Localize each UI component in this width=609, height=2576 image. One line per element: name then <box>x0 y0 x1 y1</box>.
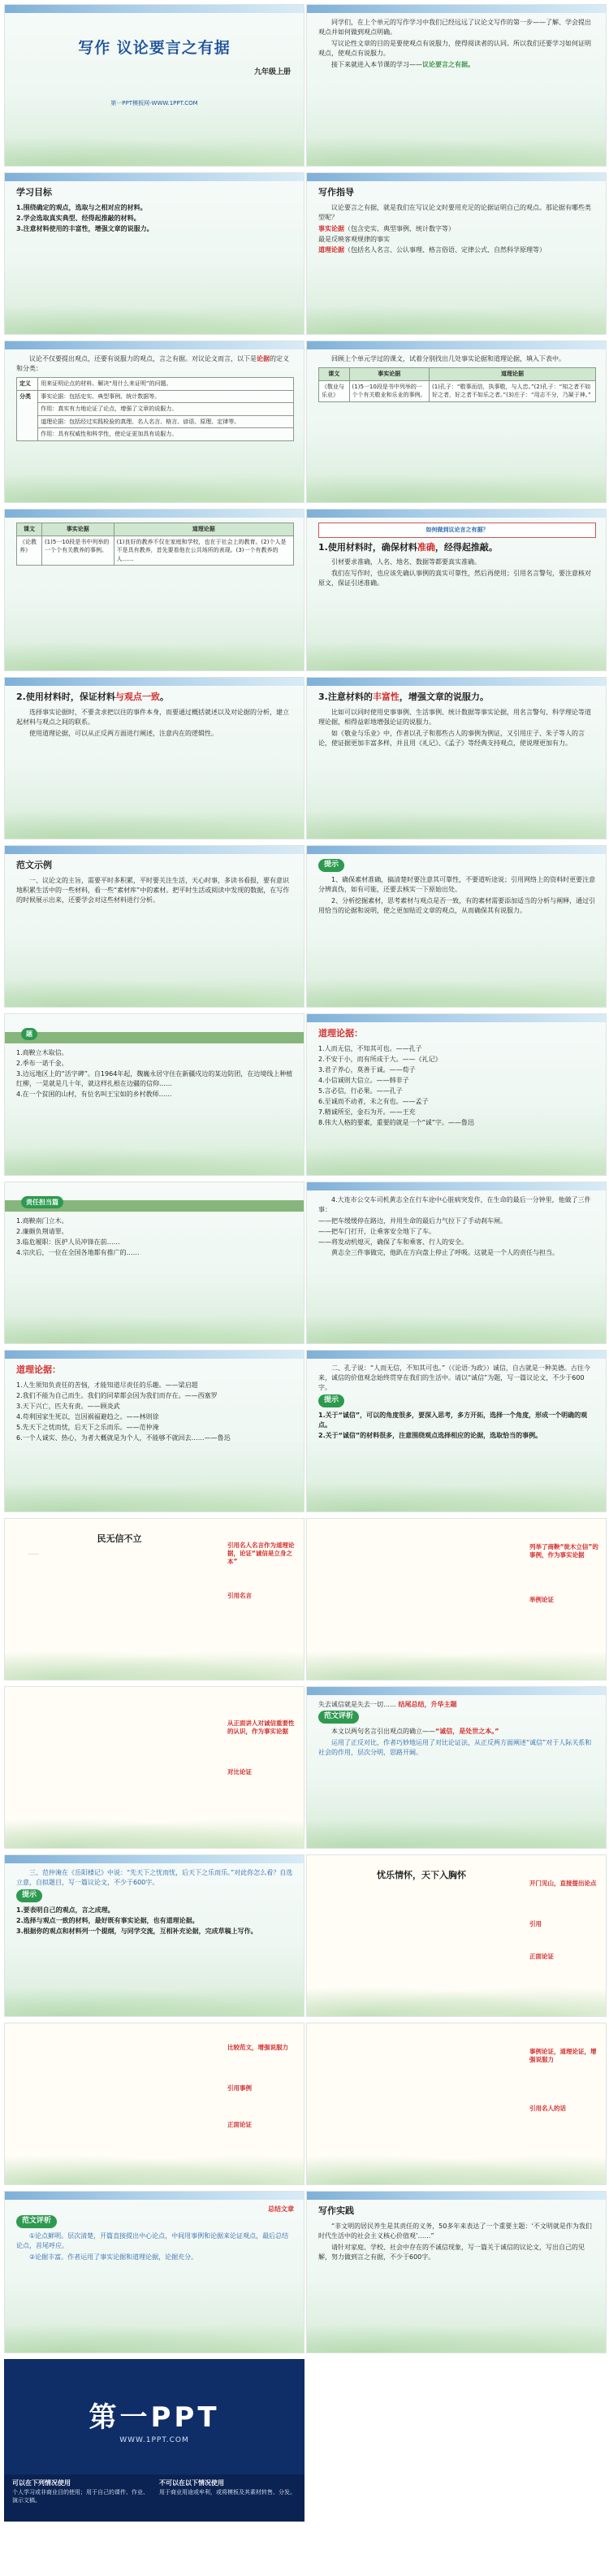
slide-article-6 <box>306 2023 607 2185</box>
table-cell: 作用：具有权威性和科学性，使论证更加具有说服力。 <box>38 428 294 441</box>
section-heading: 道理论据： <box>318 1028 363 1039</box>
annotation-note: 对比论证 <box>227 1768 252 1776</box>
story-line: ——把车缓缓停在路边，并用生命的最后力气拉下了手动刹车闸。 <box>318 1217 507 1225</box>
tip-line: 3.根据你的观点和材料列一个提纲，与同学交流，互相补充论据，完成草稿上写作。 <box>16 1927 257 1935</box>
slide-header-bar <box>5 510 304 518</box>
slide-article-1 <box>4 1518 304 1680</box>
material-item: 3.边远地区上的“活字碑”。自1964年起，魏巍永居守住在新疆戍边的某边防团，在边境线上种植红柳，一晃就是几十年，就这样扎根在边疆的信仰…… <box>16 1070 293 1087</box>
review-pill: 范文评析 <box>318 1711 359 1724</box>
slide-header-bar <box>307 678 606 686</box>
material-item: 3.临危履职：医护人员冲锋在前…… <box>16 1238 120 1246</box>
grade-label: 九年级上册 <box>253 68 291 76</box>
section-heading: 道理论据： <box>16 1364 61 1375</box>
slide-quotes-1 <box>306 1013 607 1176</box>
goal-item: 1.围绕确定的观点，选取与之相对应的材料。 <box>16 203 147 211</box>
category-label: 责任担当篇 <box>21 1196 63 1208</box>
quote-item: 1.人生须知负责任的苦恼，才能知道尽责任的乐趣。——梁启超 <box>16 1381 198 1389</box>
slide-header-bar <box>307 1182 606 1190</box>
annotation-note: 从正面讲人对诚信重要性的认识，作为事实论据 <box>227 1720 295 1736</box>
annotation-note: 举例论证 <box>529 1596 554 1603</box>
table-cell: (1)良好的教养不仅在家庭和学校，也在于社会上的教育。(2)个人是不是具有教养，首先要看他在公共场所的表现。(3)一个有教养的人…… <box>114 536 293 566</box>
quote-item: 1.人而无信，不知其可也。——孔子 <box>318 1044 422 1052</box>
slide-header-bar <box>307 1687 606 1695</box>
credit-line: 第一PPT模板网-WWW.1PPT.COM <box>110 100 198 106</box>
usage-allowed: 可以在下列情况使用 个人学习或非商业目的使用；用于自己的课件、作业、演示文稿。 <box>12 2479 149 2504</box>
slide-header-bar <box>5 1855 304 1863</box>
annotation-note: 开门见山，直接提出论点 <box>529 1880 597 1887</box>
slide-method-2 <box>4 677 304 839</box>
intro-paragraph: 写议论性文章的目的是要使观点有说服力，使得阅读者的认同。所以我们还要学习如何证明观点，使观点有说服力。 <box>318 40 591 57</box>
table-cell: (1)5一10段是书中列举的一个个有关敬业和乐业的事例。 <box>349 380 429 401</box>
method-paragraph: 比如可以同时使用史事事例、生活事例、统计数据等事实论据，用名言警句、科学理论等道理论据，相得益彰地增强论证的说服力。 <box>318 708 591 726</box>
quote-item: 3.君子养心，莫善于诚。——荀子 <box>318 1065 416 1073</box>
quote-item: 3.天下兴亡，匹夫有责。——顾炎武 <box>16 1402 120 1410</box>
story-line: ——将发动机熄灭，确保了车和乘客、行人的安全。 <box>318 1238 468 1246</box>
review-table <box>16 523 294 566</box>
table-header: 事实论据 <box>349 368 429 381</box>
annotation-note: 事例论证，道理论证，增强说服力 <box>529 2048 597 2064</box>
material-item: 1.商鞅南门立木。 <box>16 1217 68 1225</box>
slide-header-bar <box>5 1351 304 1359</box>
review-paragraph: ①论点鲜明。层次清楚，开篇直接提出中心论点，中间用事例和论据来论证观点，最后总结论点，首尾呼应。 <box>16 2231 289 2249</box>
slide-header-bar <box>5 2192 304 2200</box>
slide-tips-1 <box>306 845 607 1008</box>
material-item: 1.商鞅立木取信。 <box>16 1049 68 1056</box>
method-paragraph: 如《敬业与乐业》中，作者以孔子和那些古人的事例为例证，又引用庄子、朱子等人的言论，使证据更加丰富多样，并且用《礼记》、《孟子》等经典支持观点，使说理更加有力。 <box>318 729 585 747</box>
goal-item: 3.注意材料使用的丰富性，增强文章的说服力。 <box>16 224 153 232</box>
story-paragraph: 4.大连市公交车司机黄志全在行车途中心脏病突发作，在生命的最后一分钟里，他做了三件事： <box>318 1196 591 1213</box>
example-prompt: 三、范仲淹在《岳阳楼记》中说：“先天下之忧而忧，后天下之乐而乐。”对此你怎么看？自选立意，自拟题目，写一篇议论文，不少于600字。 <box>16 1869 293 1886</box>
slide-header-bar <box>307 1351 606 1359</box>
table-row <box>17 428 294 441</box>
review-paragraph: ②论据丰富。作者运用了事实论据和道理论据，论据充分。 <box>29 2253 198 2261</box>
slide-header-bar <box>307 510 606 518</box>
slide-review-2 <box>4 2191 304 2353</box>
table-cell: 《论教养》 <box>17 536 42 566</box>
slide-article-3 <box>4 1686 304 1849</box>
quote-item: 6.至诚而不动者，未之有也。——孟子 <box>318 1097 429 1105</box>
table-row <box>17 536 294 566</box>
material-item: 4.在一个贫困的山村，有位名叫王宝如的乡村教师…… <box>16 1091 172 1098</box>
category-label: 题 <box>21 1028 37 1040</box>
quote-item: 2.不安于小，而有所成于大。——《礼记》 <box>318 1055 442 1063</box>
slide-header-bar <box>5 678 304 686</box>
slide-example-3 <box>4 1854 304 2017</box>
material-item: 2.季布一诺千金。 <box>16 1060 68 1067</box>
example-prompt: 一、议论文的主旨，需要平时多积累，平时要关注生活，天心时事，多读书看报，要有意识地积累生活中的一些材料，看一些“素材库”中的素材。把平时生活或阅读中发现的数据，在写作的时候展示出来，还要学会对这些材料进行分析。 <box>16 876 290 904</box>
quote-item: 5.先天下之忧而忧，后天下之乐而乐。——范仲淹 <box>16 1423 159 1431</box>
slide-header-bar <box>307 5 606 13</box>
slide-header-bar <box>5 341 304 349</box>
tip-pill: 提示 <box>318 1394 344 1407</box>
method-heading: 1.使用材料时，确保材料准确，经得起推敲。 <box>318 541 498 553</box>
slide-header-bar <box>5 5 304 13</box>
quote-item: 4.小信诚则大信立。——韩非子 <box>318 1076 409 1084</box>
example-prompt: 二、孔子说：“人而无信，不知其可也。”（《论语·为政》）诚信，自古就是一种美德。古往今来，诚信的价值观念始终贯穿在我们的生活中。请以“诚信”为题，写一篇议论文，不少于600字。 <box>318 1364 590 1391</box>
slide-review-table-2 <box>4 509 304 671</box>
slide-practice <box>306 2191 607 2353</box>
method-paragraph: 我们在写作时，也应该先确认事例的真实可靠性，然后再使用；引用名言警句，要注意核对原文，保证引述准确。 <box>318 570 591 587</box>
story-paragraph: 黄志全三件事做完，他趴在方向盘上停止了呼吸。这就是一个人的责任与担当。 <box>331 1249 559 1256</box>
slide-material-1 <box>4 1013 304 1176</box>
tip-paragraph: 1、确保素材准确，搞清楚时要注意其可靠性，不要道听途说；引用网络上的资料时更要注意分辨真伪，如有可能，还要去核实一下原始出处。 <box>318 875 596 893</box>
annotation-note: 总结文章 <box>268 2205 294 2213</box>
quote-item: 6.一个人诚实、热心，为者大概就是为个人，不能够不就回去……——鲁迅 <box>16 1433 231 1442</box>
review-table <box>318 367 596 402</box>
quote-item: 4.苟利国家生死以，岂因祸福避趋之。——林则徐 <box>16 1412 159 1420</box>
tip-line: 1.关于“诚信”，可以的角度很多，要深入思考，多方开拓，选择一个角度，形成一个明确的观点。 <box>318 1411 588 1429</box>
method-paragraph: 使用道理论据，可以从正反两方面进行阐述，注意内在的逻辑性。 <box>29 729 218 737</box>
tip-pill: 提示 <box>318 859 344 872</box>
slide-guide <box>306 172 607 335</box>
question-box: 如何做到议论言之有据？ <box>318 523 596 538</box>
slide-material-2 <box>4 1182 304 1344</box>
slide-header-bar <box>307 173 606 181</box>
table-cell: 用来证明论点的材料。解决“用什么来证明”的问题。 <box>38 378 294 391</box>
table-cell: (1)孔子：“敬事而信，执事敬，与人忠。”(2)孔子：“知之者不如好之者，好之者不如乐之者。”(3)庄子：“用志不分，乃凝于神。” <box>430 380 596 401</box>
slide-credits <box>4 2359 304 2522</box>
section-heading: 学习目标 <box>16 187 52 197</box>
quote-item: 5.言必信，行必果。——孔子 <box>318 1086 403 1095</box>
method-heading: 3.注意材料的丰富性，增强文章的说服力。 <box>318 692 489 702</box>
slide-header-bar <box>307 1014 606 1022</box>
table-header-row <box>319 368 596 381</box>
table-cell: 事实论据：包括史实、典型事例、统计数据等。 <box>38 390 294 403</box>
intro-paragraph: 接下来就进入本节课的学习——议论要言之有据。 <box>331 61 474 68</box>
slide-review-table <box>306 340 607 503</box>
article-title: 民无信不立 <box>97 1533 142 1544</box>
slide-header-bar <box>307 341 606 349</box>
table-header: 课文 <box>17 523 42 536</box>
category-bar <box>5 1032 304 1043</box>
method-paragraph: 引材要求准确，人名、地名、数据等都要真实准确。 <box>331 558 481 566</box>
tip-line: 2.选择与观点一致的材料，最好既有事实论据，也有道理论据。 <box>16 1916 199 1924</box>
review-pill: 范文评析 <box>16 2215 57 2228</box>
table-cell: 道理论据：包括经过实践检验的真理、名人名言、格言、谚语、原理、定律等。 <box>38 415 294 428</box>
slide-header-bar <box>5 173 304 181</box>
table-cell: 《敬业与乐业》 <box>319 380 350 401</box>
brand-logo: 第一PPT WWW.1PPT.COM <box>89 2401 220 2444</box>
tip-paragraph: 2、分析挖掘素材，思考素材与观点是否一致，有的素材需要添加适当的分析与阐释，通过引用恰当的论据和说明，使之更加贴近文章的观点，从而确保其有说服力。 <box>318 896 596 914</box>
definition-table <box>16 377 294 441</box>
slide-title-text: 写作 议论要言之有据 <box>78 39 231 57</box>
tip-line: 2.关于“诚信”的材料很多，注意围绕观点选择相应的论据，选取恰当的事例。 <box>318 1431 542 1439</box>
slide-header-bar <box>307 2192 606 2200</box>
table-header-row <box>17 523 294 536</box>
annotation-note: 引用名言 <box>227 1592 252 1599</box>
article-text-placeholder: …… <box>28 1550 39 1557</box>
slide-article-2 <box>306 1518 607 1680</box>
category-bar <box>5 1200 304 1212</box>
section-heading: 范文示例 <box>16 860 52 870</box>
table-header: 道理论据 <box>114 523 293 536</box>
fact-evidence-line: 事实论据（包含史实、典型事例、统计数字等） <box>318 224 455 232</box>
table-row <box>17 415 294 428</box>
story-line: ——把车门打开，让乘客安全地下了车。 <box>318 1228 435 1235</box>
annotation-note: 引用名人名言作为道理论据，论证“诚信是立身之本” <box>227 1542 295 1566</box>
slide-example-1 <box>4 845 304 1008</box>
annotation-note: 引用事例 <box>227 2084 252 2092</box>
quote-item: 7.精诚所至，金石为开。——王充 <box>318 1108 416 1116</box>
definition-intro: 议论不仅要提出观点，还要有说服力的观点，言之有据。对议论文而言，以下是论据的定义和分类： <box>16 355 289 372</box>
table-cell: 定义 <box>17 378 38 391</box>
table-row <box>17 403 294 416</box>
table-row <box>17 378 294 391</box>
method-heading: 2.使用材料时，保证材料与观点一致。 <box>16 692 169 702</box>
review-intro: 回顾上个单元学过的课文，试着分别找出几处事实论据和道理论据，填入下表中。 <box>331 355 565 362</box>
slide-method-3 <box>306 677 607 839</box>
goal-item: 2.学会选取真实典型、经得起推敲的材料。 <box>16 214 140 222</box>
material-item: 4.宗庆后，一位在全国各地都有推广的…… <box>16 1249 140 1256</box>
slide-goals <box>4 172 304 335</box>
section-heading: 写作实践 <box>318 2205 354 2216</box>
tip-pill: 提示 <box>16 1889 42 1902</box>
slide-article-4 <box>306 1854 607 2017</box>
annotation-note: 列举了商鞅“徙木立信”的事例，作为事实论据 <box>529 1543 598 1559</box>
material-item: 2.廉颇负荆请罪。 <box>16 1228 68 1235</box>
slide-intro <box>306 4 607 167</box>
slide-method-1 <box>306 509 607 671</box>
annotation-note: 正面论证 <box>227 2121 252 2128</box>
slide-title <box>4 4 304 167</box>
article-ending: 失去诚信就是失去一切…… 结尾总结，升华主题 <box>318 1701 457 1708</box>
quote-item: 2.我们不能为自己而生。我们的同辈都会因为我们而存在。——西塞罗 <box>16 1391 218 1399</box>
table-cell: (1)5一10段是书中列举的一个个有关教养的事例。 <box>41 536 114 566</box>
slide-header-bar <box>307 846 606 854</box>
quote-item: 8.伟大人格的要素，重要的就是一个“诚”字。——鲁迅 <box>318 1118 474 1126</box>
review-paragraph: 本文以两句名言引出观点的确立——“诚信，是处世之本。” <box>331 1727 499 1735</box>
guide-paragraph: 议论要言之有据，就是我们在写议论文时要用充足的论据证明自己的观点。那论据有哪些类型呢？ <box>318 203 591 221</box>
method-paragraph: 选择事实论据时，不要贪求把以往的事件本身，而要通过概括就述以及对论据的分析，建立起材料与观点之间的联系。 <box>16 708 289 726</box>
annotation-note: 比较范文，增强说服力 <box>227 2044 288 2051</box>
review-paragraph: 运用了正反对比，作者巧妙地运用了对比论证法，从正反两方面阐述“诚信”对于人际关系和社会的作用，层次分明，思路开阔。 <box>318 1738 592 1756</box>
section-heading: 写作指导 <box>318 187 354 197</box>
note-line: 最是反映客观规律的事实 <box>318 235 390 243</box>
table-cell: 分类 <box>17 390 38 440</box>
annotation-note: 正面论证 <box>529 1953 554 1960</box>
slide-article-5 <box>4 2023 304 2185</box>
table-row <box>17 390 294 403</box>
slide-quotes-2 <box>4 1350 304 1512</box>
slide-review-1 <box>306 1686 607 1849</box>
tip-line: 1.要表明自己的观点，言之成理。 <box>16 1906 114 1914</box>
slide-header-bar <box>5 846 304 854</box>
slide-evidence-definition <box>4 340 304 503</box>
practice-paragraph: “非文明的居民养生是其责任的义务，50多年来表达了一个重要主题：‘不文明就是作为我们时代生活中的社会主义核心价值观’……” <box>318 2222 592 2240</box>
reason-evidence-line: 道理论据（包括名人名言、公认事理、格言俗语、定律公式、自然科学原理等） <box>318 245 546 254</box>
table-header: 课文 <box>319 368 350 381</box>
table-row <box>319 380 596 401</box>
intro-paragraph: 同学们，在上个单元的写作学习中我们已经远远了议论文写作的第一步——了解、学会提出观点并如何做到观点明确。 <box>318 19 591 36</box>
article-title: 忧乐情怀，天下入胸怀 <box>377 1870 466 1880</box>
practice-paragraph: 请针对家庭、学校、社会中存在的不诚信现象，写一篇关于诚信的议论文，写出自己的见解，努力做到言之有据，不少于600字。 <box>318 2243 585 2261</box>
table-header: 事实论据 <box>41 523 114 536</box>
annotation-note: 引用 <box>529 1920 542 1928</box>
slide-story <box>306 1182 607 1344</box>
usage-band <box>4 2474 304 2522</box>
annotation-note: 引用名人的话 <box>529 2105 566 2112</box>
usage-forbidden: 不可以在以下情况使用 用于商业用途或牟利，或将模板及其素材转售、分发。 <box>159 2479 296 2496</box>
slide-example-2 <box>306 1350 607 1512</box>
table-cell: 作用：真实有力地论证了论点，增强了文章的说服力。 <box>38 403 294 416</box>
table-header: 道理论据 <box>430 368 596 381</box>
